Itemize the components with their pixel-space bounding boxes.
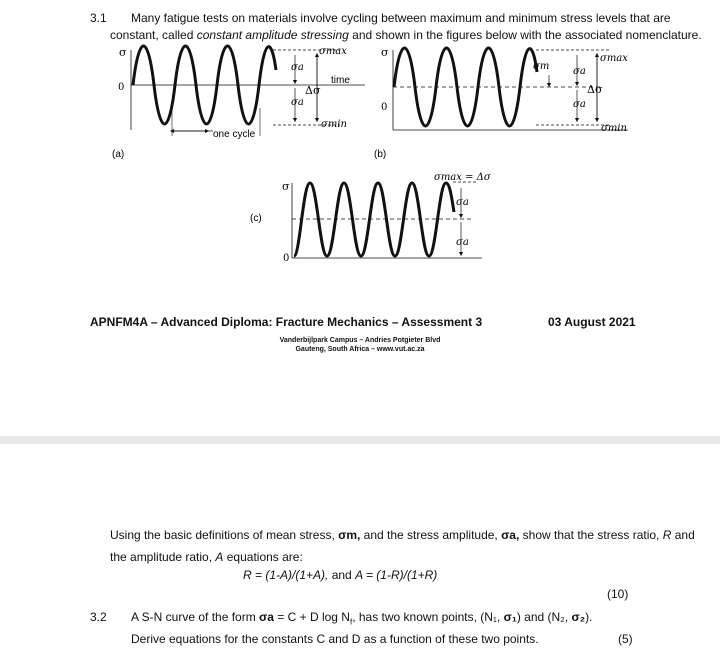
figure-b-sigma-a-bottom: σa (573, 99, 586, 110)
figure-b-sigma-label: σ (381, 46, 389, 59)
figure-c (250, 172, 492, 264)
figure-c-wave (294, 183, 454, 256)
question-number-3-2: 3.2 (90, 610, 107, 624)
figure-a-one-cycle-label: one cycle (213, 129, 256, 140)
figure-c-sigma-a-bottom: σa (456, 237, 469, 248)
figure-a-delta-sigma-label: Δσ (305, 84, 321, 97)
footer-address (250, 336, 470, 354)
question-number-3-1: 3.1 (90, 11, 107, 25)
figure-b (374, 46, 628, 160)
figure-a (112, 46, 365, 160)
marks-3-1: (10) (607, 587, 629, 601)
figure-b-sigma-a-top: σa (573, 66, 586, 77)
question-intro-line-1: Many fatigue tests on materials involve cycling between maximum and minimum stress levels that are (131, 11, 671, 25)
figure-b-sigma-min-label: σmin (601, 123, 627, 134)
figure-a-sigma-a-bottom: σa (291, 97, 304, 108)
figure-c-panel-label: (c) (250, 213, 262, 224)
figure-c-sigma-max-eq-label: σmax = Δσ (434, 172, 491, 183)
figure-a-sigma-label: σ (119, 46, 127, 59)
figure-a-panel-label: (a) (112, 149, 125, 160)
footer-course-title: APNFM4A – Advanced Diploma: Fracture Mechanics – Assessment 3 (90, 315, 483, 329)
equation-line: R = (1-A)/(1+A), and A = (1-R)/(1+R) (243, 568, 438, 582)
figure-a-sigma-a-top: σa (291, 62, 304, 73)
figure-b-sigma-m-label: σm (533, 61, 550, 72)
footer-address-line-2: Gauteng, South Africa – www.vut.ac.za (295, 346, 425, 353)
continuation-line-1: Using the basic definitions of mean stress, σm, and the stress amplitude, σa, show that the stress ratio, R and (110, 528, 695, 542)
figure-b-delta-sigma-label: Δσ (587, 83, 603, 96)
figure-b-panel-label: (b) (374, 149, 387, 160)
figure-a-sigma-min-label: σmin (321, 119, 347, 130)
figure-b-zero-label: 0 (381, 102, 388, 113)
footer-address-line-1: Vanderbijlpark Campus – Andries Potgieter Blvd (279, 337, 441, 344)
figure-b-sigma-max-label: σmax (600, 53, 628, 64)
question-3-2-line-1: A S-N curve of the form σa = C + D $\log N_f$, has two known points, (N₁, σ₁) and (N₂, σ₂). (131, 610, 593, 627)
figure-a-time-label: time (331, 75, 350, 86)
figure-a-zero-label: 0 (118, 82, 125, 93)
page-2 (0, 444, 720, 653)
question-3-2-line-2: Derive equations for the constants C and D as a function of these two points. (131, 632, 539, 646)
figure-c-sigma-a-top: σa (456, 197, 469, 208)
figure-c-zero-label: 0 (283, 253, 290, 264)
marks-3-2: (5) (618, 632, 633, 646)
stress-cycle-figure (0, 0, 720, 310)
figure-c-sigma-label: σ (282, 180, 290, 193)
continuation-line-2: the amplitude ratio, A equations are: (110, 550, 303, 564)
footer-date: 03 August 2021 (548, 315, 636, 329)
figure-a-sigma-max-label: σmax (319, 46, 347, 57)
question-intro-line-2: constant, called constant amplitude stressing and shown in the figures below with the associated nomenclature. (110, 28, 702, 42)
page-separator (0, 436, 720, 444)
